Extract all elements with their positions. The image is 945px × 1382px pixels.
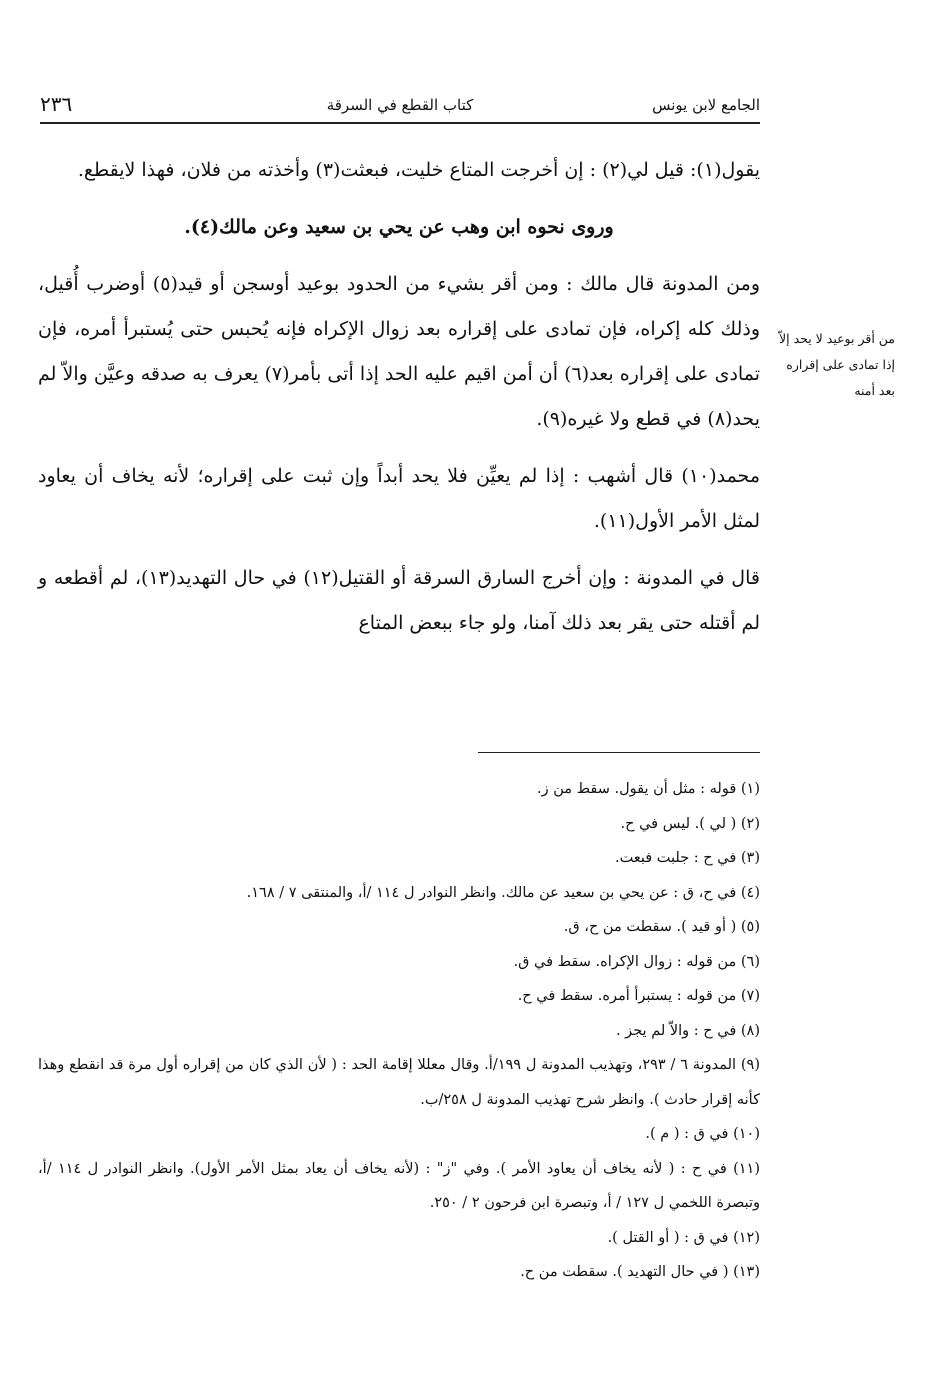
footnote-7: (٧) من قوله : يستبرأ أمره. سقط في ح. xyxy=(517,988,760,1004)
chapter-title: كتاب القطع في السرقة xyxy=(326,96,474,114)
footnote-13: (١٣) ( في حال التهديد ). سقطت من ح. xyxy=(520,1264,760,1280)
footnotes xyxy=(38,772,760,1290)
paragraph-1: يقول(١): قيل لي(٢) : إن أخرجت المتاع خليت، فبعثت(٣) وأخذته من فلان، فهذا لايقطع. xyxy=(77,159,760,181)
footnote-separator xyxy=(478,752,760,753)
paragraph-2: وروى نحوه ابن وهب عن يحي بن سعيد وعن مالك(٤). xyxy=(184,216,614,238)
paragraph-4: محمد(١٠) قال أشهب : إذا لم يعيِّن فلا يحد أبداً وإن ثبت على إقراره؛ لأنه يخاف أن يعاود لمثل الأمر الأول(١١). xyxy=(38,465,760,532)
footnote-10: (١٠) في ق : ( م ). xyxy=(645,1126,760,1142)
footnote-2: (٢) ( لي ). ليس في ح. xyxy=(620,815,760,832)
footnote-5: (٥) ( أو قيد ). سقطت من ح، ق. xyxy=(563,919,760,935)
running-header xyxy=(40,92,760,124)
footnote-12: (١٢) في ق : ( أو القتل ). xyxy=(607,1229,760,1246)
footnote-9: (٩) المدونة ٦ / ٢٩٣، وتهذيب المدونة ل ١٩٩/أ. وقال معللا إقامة الحد : ( لأن الذي كان من إقراره أول مرة قد انقطع وهذا كأنه إقرار حادث ). وانظر شرح تهذيب المدونة ل ٢٥٨/ب. xyxy=(38,1057,760,1108)
main-text xyxy=(38,148,760,658)
footnote-8: (٨) في ح : والاّ لم يجز . xyxy=(615,1022,760,1039)
page-number: ٢٣٦ xyxy=(40,92,73,116)
footnote-1: (١) قوله : مثل أن يقول. سقط من ز. xyxy=(537,781,760,797)
paragraph-3: ومن المدونة قال مالك : ومن أقر بشيء من الحدود بوعيد أوسجن أو قيد(٥) أوضرب أُقيل، وذلك كله إكراه، فإن تمادى على إقراره بعد زوال الإكراه فإنه يُحبس حتى يُستبرأ أمره، فإن تمادى على إقراره بعد(٦) أن أمن اقيم عليه الحد إذا أتى بأمر(٧) يعرف به صدقه وعيَّن والاّ لم يحد(٨) في قطع ولا غيره(٩). xyxy=(38,273,760,430)
book-title: الجامع لابن يونس xyxy=(652,96,760,114)
footnote-4: (٤) في ح، ق : عن يحي بن سعيد عن مالك. وانظر النوادر ل ١١٤ /أ، والمنتقى ٧ / ١٦٨. xyxy=(246,884,760,901)
footnote-6: (٦) من قوله : زوال الإكراه. سقط في ق. xyxy=(513,953,760,970)
footnote-11: (١١) في ح : ( لأنه يخاف أن يعاود الأمر ). وفي "ز" : (لأنه يخاف أن يعاد بمثل الأمر الأول). وانظر النوادر ل ١١٤ /أ، وتبصرة اللخمي ل ١٢٧ / أ، وتبصرة ابن فرحون ٢ / ٢٥٠. xyxy=(38,1160,761,1211)
margin-note: من أقر بوعيد لا يحد إلاّ إذا تمادى على إقراره بعد أمنه xyxy=(779,331,895,398)
footnote-3: (٣) في ح : جلبت فبعت. xyxy=(615,850,760,866)
paragraph-5: قال في المدونة : وإن أخرج السارق السرقة أو القتيل(١٢) في حال التهديد(١٣)، لم أقطعه و لم أقتله حتى يقر بعد ذلك آمنا، ولو جاء ببعض المتاع xyxy=(38,567,760,634)
